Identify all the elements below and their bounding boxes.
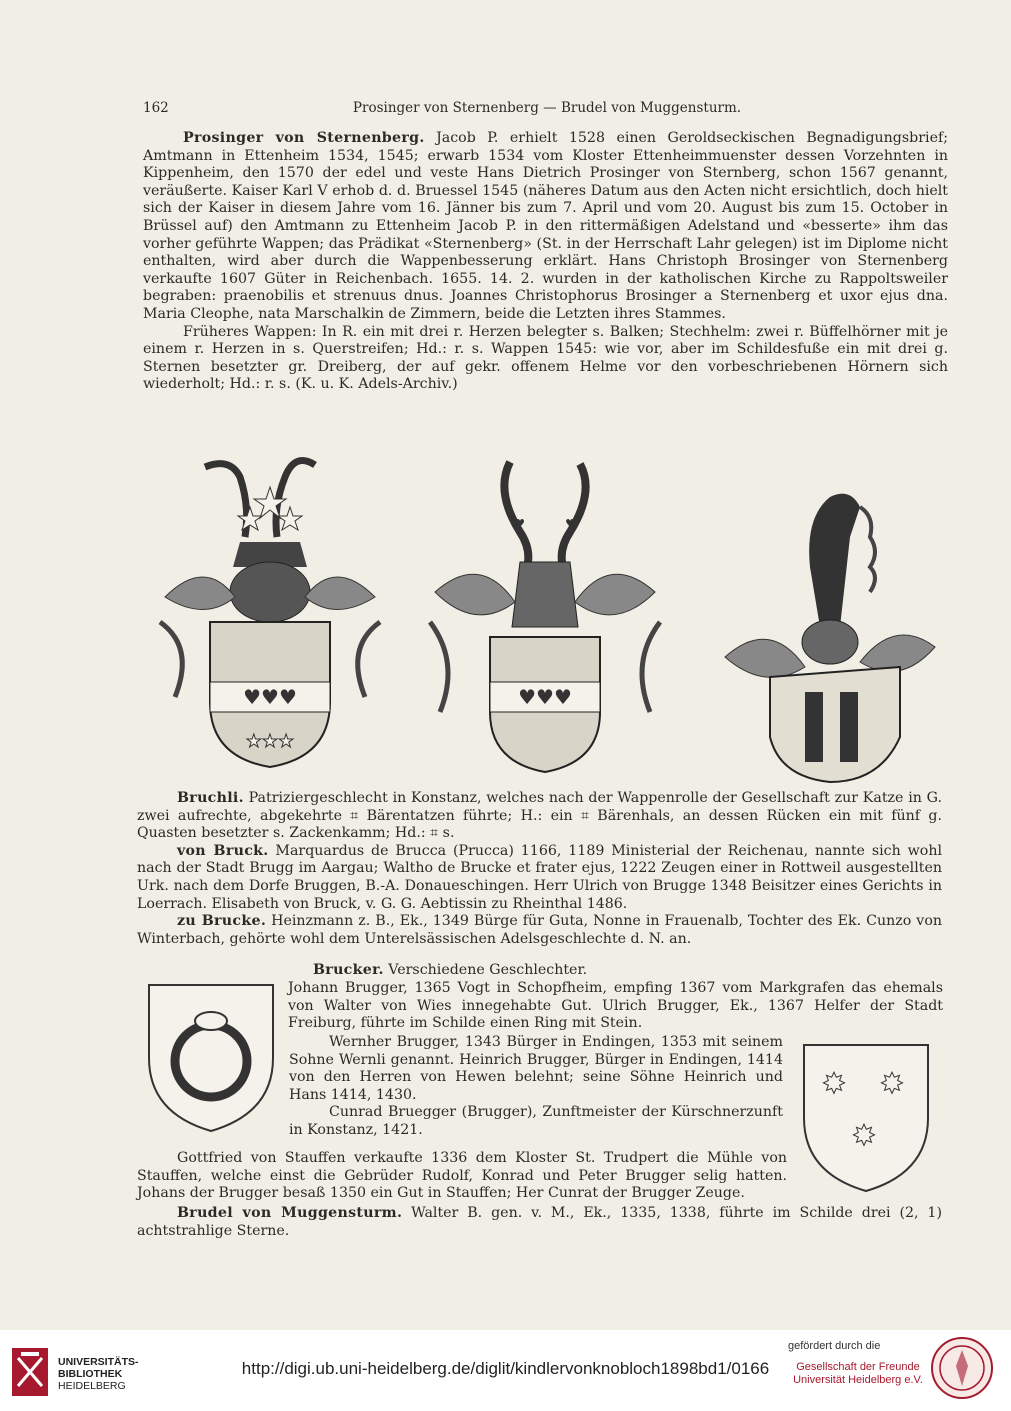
svg-text:♥♥♥: ♥♥♥ xyxy=(243,685,297,709)
entry-text: Verschiedene Geschlechter. xyxy=(383,962,588,978)
university-seal-icon xyxy=(930,1336,994,1400)
svg-text:✸: ✸ xyxy=(822,1067,846,1100)
svg-text:★★★: ★★★ xyxy=(245,731,295,752)
entry-text: Marquardus de Brucca (Prucca) 1166, 1189 Ministerial der Reichenau, nannte sich wohl nach der Stadt Brugg im Aargau; Waltho de Brucke et frater ejus, 1222 Zeugen einer in Rottweil ausgestellten Urk. nach dem Dorfe Bruggen, B.-A. Donaueschingen. Herr Ulrich von Brugge 1348 Beisitzer eines Gerichts in Loerrach. Elisabeth von Bruck, v. G. G. Aebtissin zu Rheinthal 1486. xyxy=(137,842,942,912)
entry-brudel xyxy=(137,1205,942,1240)
coat-of-arms-1545-image xyxy=(420,452,670,782)
coat-of-arms-bruchli-image xyxy=(710,477,950,787)
entry-heading: Brucker. xyxy=(313,962,384,978)
brucker-para-2 xyxy=(289,1034,783,1140)
svg-text:♥: ♥ xyxy=(515,517,525,530)
entry-heading: Bruchli. xyxy=(177,790,244,806)
ring-shield-image xyxy=(147,983,275,1133)
entry-text: Heinzmann z. B., Ek., 1349 Bürge für Guta, Nonne in Frauenalb, Tochter des Ek. Cunzo von Winterbach, gehörte wohl dem Unterelsässischen Adelsgeschlechte d. N. an. xyxy=(137,913,942,947)
svg-text:♥: ♥ xyxy=(565,517,575,530)
svg-text:✸: ✸ xyxy=(852,1119,876,1152)
sponsor-line-1: Gesellschaft der Freunde xyxy=(796,1361,920,1373)
entry-heading: von Bruck. xyxy=(177,842,269,859)
coats-of-arms-figure xyxy=(140,447,960,787)
brucker-para-4-text: Gottfried von Stauffen verkaufte 1336 dem Kloster St. Trudpert die Mühle von Stauffen, welche einst die Gebrüder Rudolf, Konrad und Peter Brugger selig hatten. Johans der Brugger besaß 1350 ein Gut in Stauffen; Her Cunrat der Brugger Zeuge. xyxy=(137,1150,787,1202)
svg-text:♥♥♥: ♥♥♥ xyxy=(518,685,572,709)
coat-of-arms-1945-image xyxy=(145,447,395,777)
brucker-para-4 xyxy=(137,1150,787,1203)
entries-bru xyxy=(137,790,942,948)
entry-text: Jacob P. erhielt 1528 einen Geroldseckischen Begnadigungsbrief; Amtmann in Ettenheim 1534, 1545; erwarb 1534 vom Kloster Ettenheimmuenster dessen Vorzehnten in Kippenheim, den 1570 der edel und veste Hans Dietrich Prosinger von Sternberg, schon 1567 genannt, veräußerte. Kaiser Karl V erhob d. d. Bruessel 1545 (näheres Datum aus den Acten nicht ersichtlich, doch hielt sich der Kaiser in diesem Jahre vom 16. Jänner bis zum 7. April und vom 20. August bis zum 15. October in Brüssel auf) den Amtmann zu Ettenheim Jacob P. in den rittermäßigen Adelstand und «besserte» ihm das vorher geführte Wappen; das Prädikat «Sternenberg» (St. in der Herrschaft Lahr gelegen) ist im Diplome nicht enthalten, wird aber durch die Wappenbesserung erklärt. Hans Christoph Brosinger von Sternenberg verkaufte 1607 Güter in Reichenbach. 1655. 14. 2. wurden in der katholischen Kirche zu Rappoltsweiler begraben: praenobilis et strenuus dnus. Joannes Christophorus Brosinger a Sternenberg et uxor ejus dna. Maria Cleophe, nata Marschalkin de Zimmern, beide die Letzten ihres Stammes. xyxy=(143,130,948,322)
sponsor-intro: gefördert durch die xyxy=(788,1340,881,1352)
entry-brucker-heading xyxy=(313,962,943,980)
entry-heading: Brudel von Muggensturm. xyxy=(177,1205,403,1221)
entry-text: Patriziergeschlecht in Konstanz, welches nach der Wappenrolle der Gesellschaft zur Katze in G. zwei aufrechte, abgekehrte ⌗ Bärentatzen führte; H.: ein ⌗ Bärenhals, an dessen Rücken ein mit fünf g. Quasten besetzter s. Zackenkamm; Hd.: ⌗ s. xyxy=(137,790,942,842)
running-header xyxy=(143,100,951,122)
source-url-link[interactable]: http://digi.ub.uni-heidelberg.de/diglit/kindlervonknobloch1898bd1/0166 xyxy=(241,1359,770,1378)
entry-text-wappen: Früheres Wappen: In R. ein mit drei r. Herzen belegter s. Balken; Stechhelm: zwei r. Büffelhörner mit je einem r. Herzen in s. Querstreifen; Hd.: r. s. Wappen 1545: wie vor, aber im Schildesfuße ein mit drei g. Sternen besetzter gr. Dreiberg, der auf gekr. offenem Helme vor den vorbeschriebenen Hörnern sich wiederholt; Hd.: r. s. (K. u. K. Adels-Archiv.) xyxy=(143,323,948,393)
entry-prosinger xyxy=(143,130,948,394)
entry-text: Walter B. gen. v. M., Ek., 1335, 1338, führte im Schilde drei (2, 1) achtstrahlige Sterne. xyxy=(137,1205,942,1239)
stars-shield-image xyxy=(802,1043,930,1193)
entry-heading: Prosinger von Sternenberg. xyxy=(183,130,425,146)
library-name: UNIVERSITÄTS- BIBLIOTHEK HEIDELBERG xyxy=(58,1356,139,1392)
running-title: Prosinger von Sternenberg — Brudel von Muggensturm. xyxy=(352,100,742,116)
entry-heading: zu Brucke. xyxy=(177,913,267,930)
svg-text:✸: ✸ xyxy=(880,1067,904,1100)
brucker-para-2-text: Wernher Brugger, 1343 Bürger in Endingen, 1353 mit seinem Sohne Wernli genannt. Heinrich Brugger, Bürger in Endingen, 1414 von den Herren von Hewen belehnt; seine Söhne Heinrich und Hans 1414, 1430. xyxy=(289,1034,783,1103)
brucker-para-1: Johann Brugger, 1365 Vogt in Schopfheim, empfing 1367 vom Markgrafen das ehemals von Walter von Wies innegehabte Gut. Ulrich Brugger, Ek., 1367 Helfer der Stadt Freiburg, führte im Schilde einen Ring mit Stein. xyxy=(288,980,943,1032)
sponsor-line-2: Universität Heidelberg e.V. xyxy=(793,1374,923,1386)
sponsor-block xyxy=(788,1340,928,1387)
page-number: 162 xyxy=(143,100,169,116)
brucker-para-3-text: Cunrad Bruegger (Brugger), Zunftmeister der Kürschnerzunft in Konstanz, 1421. xyxy=(289,1104,783,1138)
